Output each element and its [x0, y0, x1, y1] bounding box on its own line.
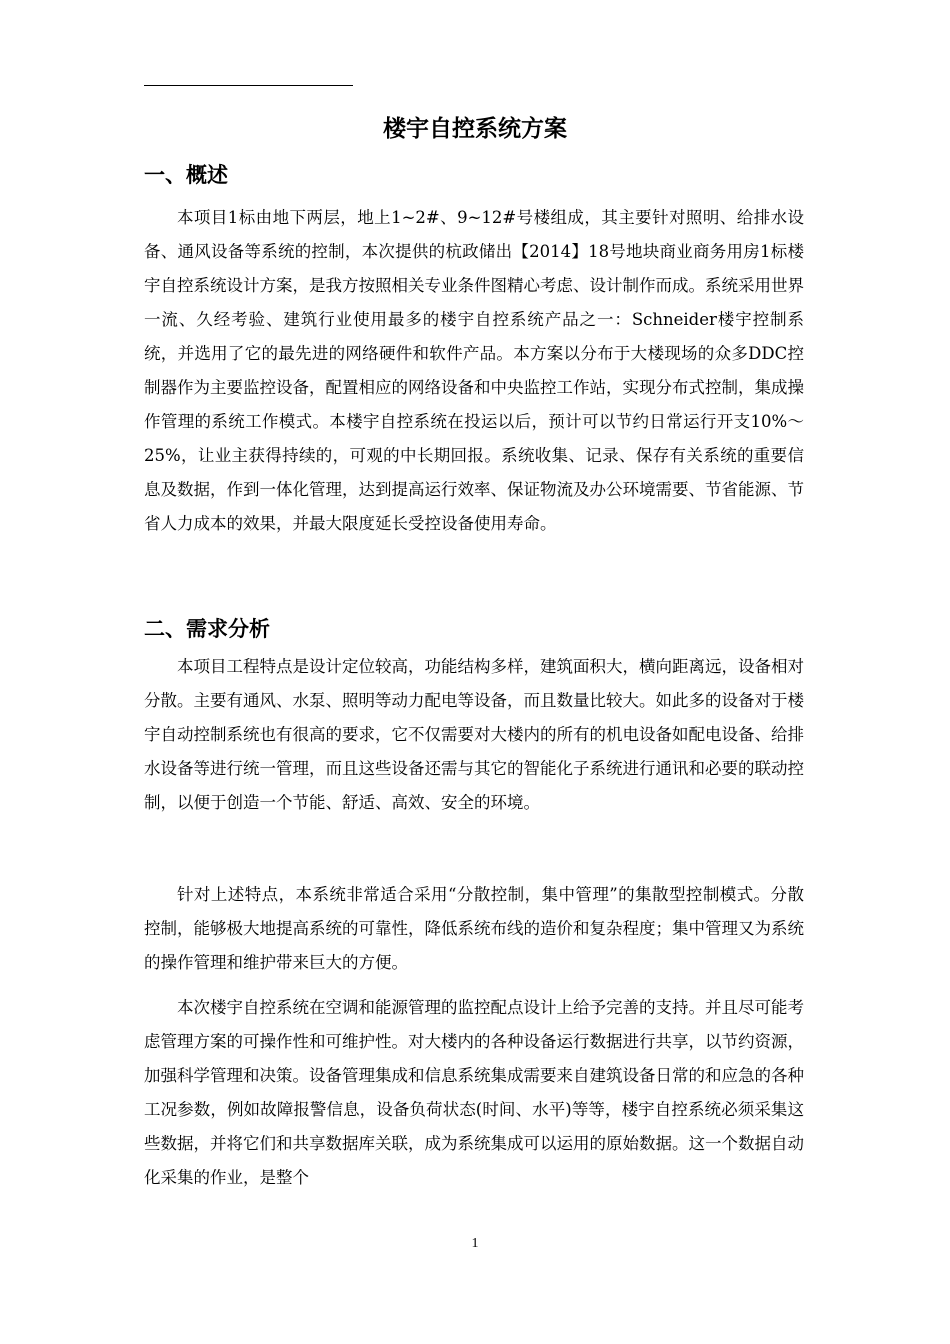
requirements-paragraph-1: 本项目工程特点是设计定位较高，功能结构多样，建筑面积大，横向距离远，设备相对分散。主要有通风、水泵、照明等动力配电等设备，而且数量比较大。如此多的设备对于楼宇自动控制系统也有很高的要求，它不仅需要对大楼内的所有的机电设备如配电设备、给排水设备等进行统一管理，而且这些设备还需与其它的智能化子系统进行通讯和必要的联动控制，以便于创造一个节能、舒适、高效、安全的环境。 — [144, 657, 804, 812]
overview-paragraph: 本项目1标由地下两层，地上1~2#、9~12#号楼组成，其主要针对照明、给排水设备、通风设备等系统的控制，本次提供的杭政储出【2014】18号地块商业商务用房1标楼宇自控系统设计方案，是我方按照相关专业条件图精心考虑、设计制作而成。系统采用世界一流、久经考验、建筑行业使用最多的楼宇自控系统产品之一：Schneider楼宇控制系统，并选用了它的最先进的网络硬件和软件产品。本方案以分布于大楼现场的众多DDC控制器作为主要监控设备，配置相应的网络设备和中央监控工作站，实现分布式控制，集成操作管理的系统工作模式。本楼宇自控系统在投运以后，预计可以节约日常运行开支10%～25%，让业主获得持续的，可观的中长期回报。系统收集、记录、保存有关系统的重要信息及数据，作到一体化管理，达到提高运行效率、保证物流及办公环境需要、节省能源、节省人力成本的效果，并最大限度延长受控设备使用寿命。 — [144, 208, 804, 533]
requirements-paragraph-2: 针对上述特点，本系统非常适合采用“分散控制，集中管理”的集散型控制模式。分散控制，能够极大地提高系统的可靠性，降低系统布线的造价和复杂程度；集中管理又为系统的操作管理和维护带来巨大的方便。 — [144, 885, 804, 972]
section-heading-overview: 一、概述 — [144, 163, 228, 187]
section-heading-requirements: 二、需求分析 — [144, 617, 270, 641]
header-rule — [144, 85, 353, 86]
document-title: 楼宇自控系统方案 — [383, 116, 567, 142]
page-number: 1 — [471, 1236, 479, 1251]
requirements-paragraph-3: 本次楼宇自控系统在空调和能源管理的监控配点设计上给予完善的支持。并且尽可能考虑管理方案的可操作性和可维护性。对大楼内的各种设备运行数据进行共享，以节约资源，加强科学管理和决策。设备管理集成和信息系统集成需要来自建筑设备日常的和应急的各种工况参数，例如故障报警信息，设备负荷状态(时间、水平)等等，楼宇自控系统必须采集这些数据，并将它们和共享数据库关联，成为系统集成可以运用的原始数据。这一个数据自动化采集的作业，是整个 — [144, 998, 804, 1187]
